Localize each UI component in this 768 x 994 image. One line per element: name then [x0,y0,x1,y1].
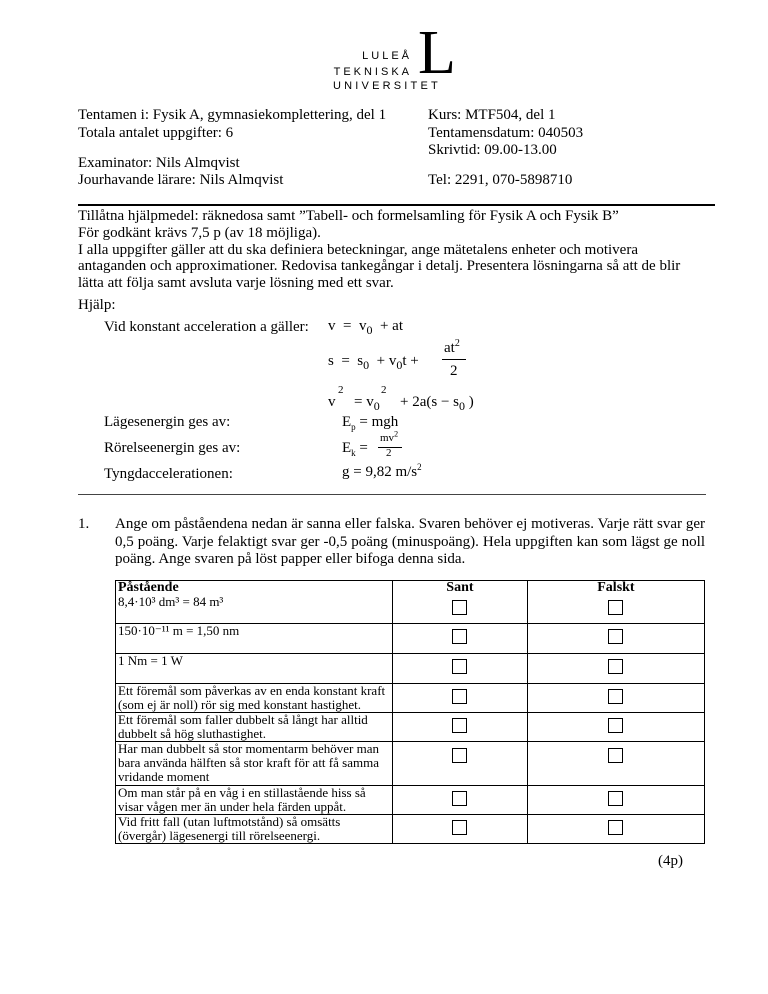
false-checkbox-6[interactable] [608,748,623,763]
const-acc-label: Vid konstant acceleration a gäller: [104,319,309,335]
question-text: Ange om påståendena nedan är sanna eller falska. Svaren behöver ej motiveras. Varje rätt svar ger 0,5 poäng. Varje felaktigt svar ger -0,5 poäng (minuspoäng). Hela uppgiften kan som lägst ge noll poäng. Ange svaren på löst papper eller bifoga denna sida. [115,516,705,567]
false-checkbox-2[interactable] [608,629,623,644]
logo-line-2: TEKNISKA [333,66,412,78]
false-checkbox-5[interactable] [608,718,623,733]
true-cell-6 [393,741,528,785]
exam-time: Skrivtid: 09.00-13.00 [428,142,557,158]
true-column-header [393,581,528,596]
table-row [116,814,705,843]
allowed-aids: Tillåtna hjälpmedel: räknedosa samt ”Tabell- och formelsamling för Fysik A och Fysik B” [78,208,619,224]
statement-2-text: 150·10⁻¹¹ m = 1,50 nm [118,622,240,638]
true-checkbox-4[interactable] [452,689,467,704]
statement-1-text: 8,4·10³ dm³ = 84 m³ [118,594,224,609]
table-row [116,653,705,683]
help-title: Hjälp: [78,297,116,313]
formula-potential: $E_p$ = mgh [342,414,399,432]
true-checkbox-1[interactable] [452,600,467,615]
question-points: (4p) [658,853,683,869]
statement-5-text: Ett föremål som faller dubbelt så långt har alltid dubbelt så hög sluthastighet. [118,711,368,741]
logo-letter: L [418,19,456,87]
true-checkbox-6[interactable] [452,748,467,763]
table-row [116,785,705,814]
statement-5 [116,712,393,741]
true-checkbox-8[interactable] [452,820,467,835]
statement-7 [116,785,393,814]
exam-date: Tentamensdatum: 040503 [428,125,584,141]
false-cell-8 [527,814,704,843]
true-checkbox-7[interactable] [452,791,467,806]
university-logo [330,19,470,92]
examiner: Examinator: Nils Almqvist [78,155,240,171]
question-number: 1. [78,516,90,532]
true-checkbox-2[interactable] [452,629,467,644]
formula-velocity: $v = v_0$ + at [328,318,404,337]
true-cell-7 [393,785,528,814]
false-column-header [527,581,704,596]
gravity-label: Tyngdaccelerationen: [104,466,233,482]
true-cell-8 [393,814,528,843]
false-cell-4 [527,683,704,712]
false-header-label: Falskt [597,580,635,595]
logo-line-1: LULEÅ [362,50,412,62]
instruction-line-4: antaganden och approximationer. Redovisa tankegångar i detalj. Presentera lösningarna så att de blir [78,258,681,274]
true-cell-4 [393,683,528,712]
true-cell-3 [393,653,528,683]
total-tasks: Totala antalet uppgifter: 6 [78,125,234,141]
logo-line-3: UNIVERSITET [333,80,441,92]
table-row [116,741,705,785]
false-cell-2 [527,623,704,653]
statement-8-text: Vid fritt fall (utan luftmotstånd) så omsätts (övergår) lägesenergi till rörelseenergi. [118,813,341,843]
true-cell-1 [393,595,528,623]
false-checkbox-7[interactable] [608,791,623,806]
false-checkbox-1[interactable] [608,600,623,615]
table-row [116,712,705,741]
duty-teacher: Jourhavande lärare: Nils Almqvist [78,172,284,188]
statement-column-header [116,581,393,596]
true-cell-2 [393,623,528,653]
help-divider [78,494,706,495]
statement-6-text: Har man dubbelt så stor momentarm behöver man bara använda hälften så stor kraft för att få samma vridande moment [118,740,380,784]
table-row [116,595,705,623]
statement-1 [116,595,393,623]
false-cell-5 [527,712,704,741]
statement-6 [116,741,393,785]
false-cell-7 [527,785,704,814]
instruction-line-3: I alla uppgifter gäller att du ska definiera beteckningar, ange mätetalens enheter och motivera [78,242,638,258]
false-cell-6 [527,741,704,785]
exam-title: Tentamen i: Fysik A, gymnasiekomplettering, del 1 [78,107,387,123]
true-checkbox-5[interactable] [452,718,467,733]
statement-4 [116,683,393,712]
false-checkbox-8[interactable] [608,820,623,835]
false-checkbox-4[interactable] [608,689,623,704]
statement-7-text: Om man står på en våg i en stillastående hiss så visar vågen mer än under hela färden uppåt. [118,784,366,814]
header-divider [78,204,715,206]
course-code: Kurs: MTF504, del 1 [428,107,556,123]
table-row [116,683,705,712]
formula-velocity-squared: v 2 = $v_0$ 2 + $2a(s - s_0$ ) [328,384,474,413]
statements-table [115,580,705,844]
statement-8 [116,814,393,843]
formula-gravity: g = 9,82 $m/s^2$ [342,462,422,480]
statement-3 [116,653,393,683]
statement-header-label: Påstående [118,580,179,595]
table-header-row [116,581,705,596]
formula-kinetic: $E_k$ = $mv^2$ 2 [342,434,422,464]
kinetic-label: Rörelseenergin ges av: [104,440,241,456]
formula-position: $s = s_0 + v_0t$ + $at^2$ 2 [328,345,508,385]
false-cell-1 [527,595,704,623]
true-header-label: Sant [446,580,474,595]
potential-label: Lägesenergin ges av: [104,414,231,430]
false-checkbox-3[interactable] [608,659,623,674]
table-row [116,623,705,653]
pass-requirement: För godkänt krävs 7,5 p (av 18 möjliga). [78,225,321,241]
false-cell-3 [527,653,704,683]
phone: Tel: 2291, 070-5898710 [428,172,573,188]
statement-3-text: 1 Nm = 1 W [118,652,183,668]
true-cell-5 [393,712,528,741]
statement-4-text: Ett föremål som påverkas av en enda konstant kraft (som ej är noll) rör sig med konstant hastighet. [118,682,386,712]
true-checkbox-3[interactable] [452,659,467,674]
statement-2 [116,623,393,653]
instruction-line-5: lätta att följa samt avsluta varje lösning med ett svar. [78,275,394,291]
